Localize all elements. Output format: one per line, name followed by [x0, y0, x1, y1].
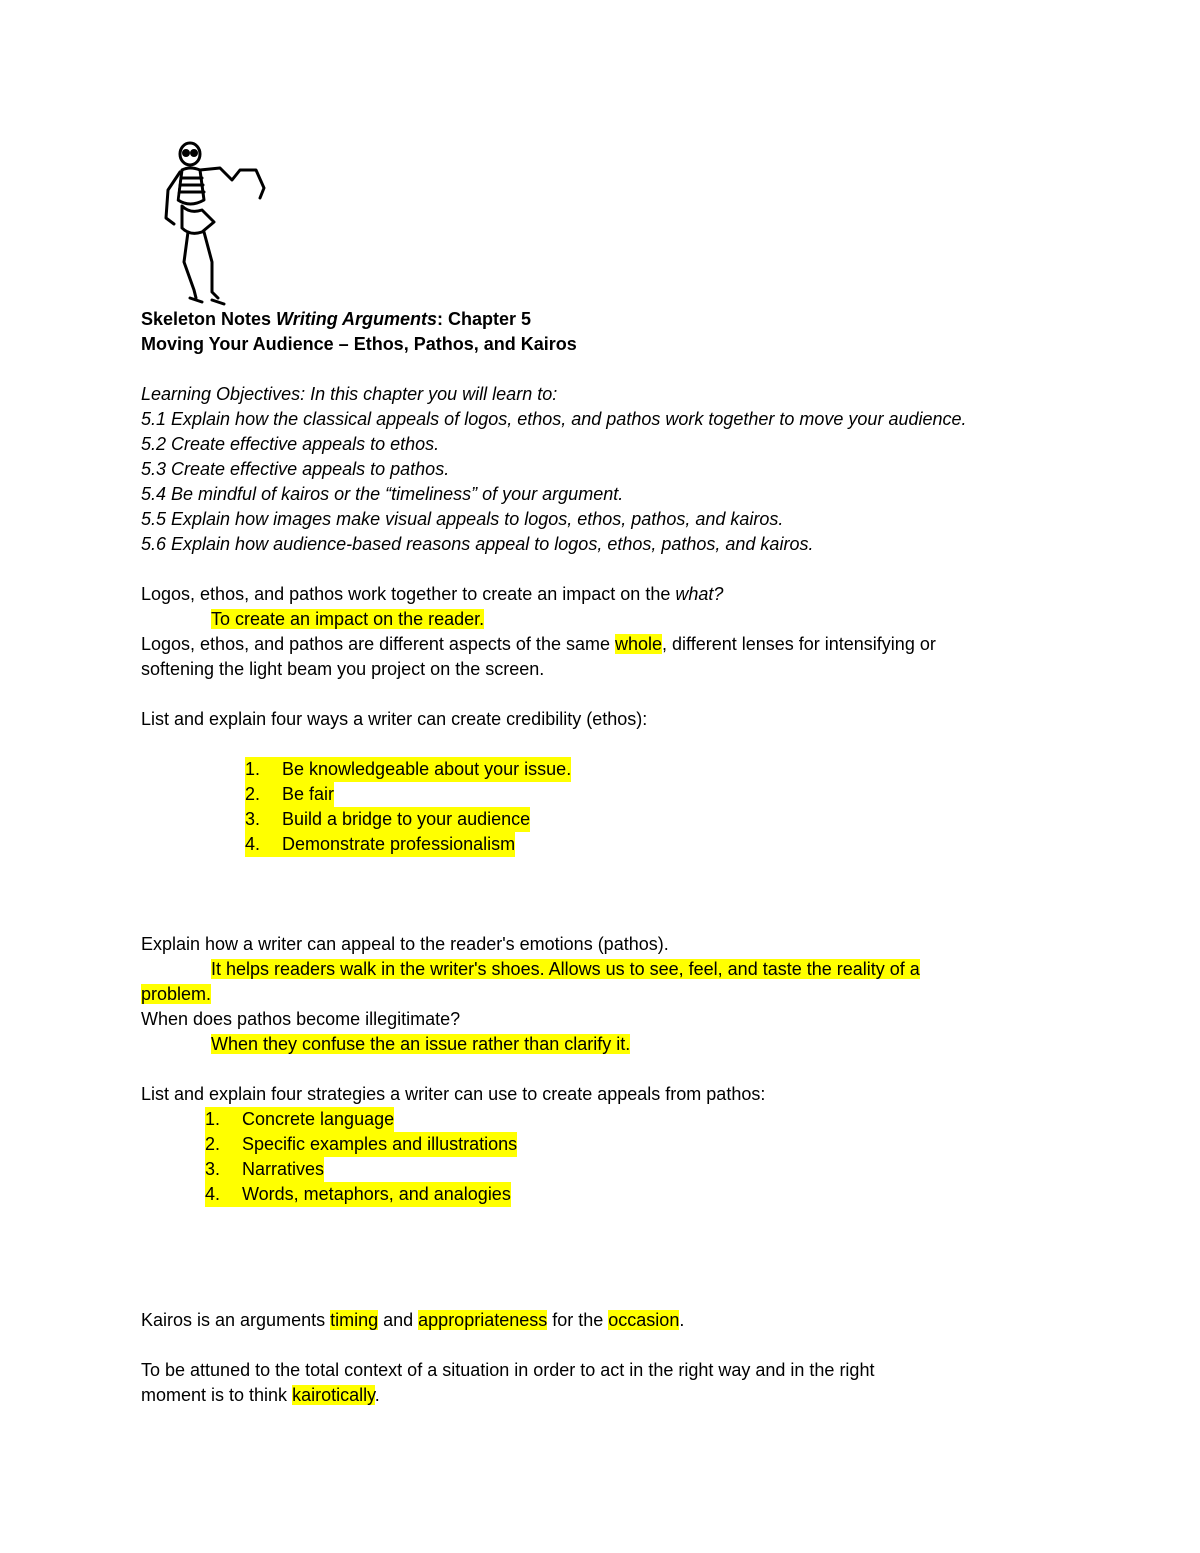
pathos-question2: When does pathos become illegitimate? — [141, 1009, 461, 1029]
logos-question: Logos, ethos, and pathos work together to create an impact on the what? — [141, 584, 724, 604]
objective-item: 5.6 Explain how audience-based reasons appeal to logos, ethos, pathos, and kairos. — [141, 534, 814, 554]
ethos-list-item: 3. Build a bridge to your audience — [245, 807, 530, 832]
book-title: Writing Arguments — [276, 309, 438, 329]
pathos-answer2: When they confuse the an issue rather than clarify it. — [211, 1034, 631, 1054]
objective-item: 5.2 Create effective appeals to ethos. — [141, 434, 440, 454]
pathos-strategies-prompt: List and explain four strategies a writer can use to create appeals from pathos: — [141, 1084, 766, 1104]
document-title: Skeleton Notes Writing Arguments: Chapter 5 — [141, 309, 532, 329]
ethos-list-item: 1. Be knowledgeable about your issue. — [245, 757, 571, 782]
kairos-paragraph-line1: To be attuned to the total context of a situation in order to act in the right way and in the right — [141, 1360, 875, 1380]
pathos-strategy-item: 3. Narratives — [205, 1157, 324, 1182]
pathos-strategy-item: 1. Concrete language — [205, 1107, 394, 1132]
pathos-answer: It helps readers walk in the writer's shoes. Allows us to see, feel, and taste the reality of a — [211, 959, 920, 979]
pathos-answer-line2: problem. — [141, 984, 212, 1004]
logos-statement: Logos, ethos, and pathos are different aspects of the same whole, different lenses for intensifying or — [141, 634, 936, 654]
objectives-intro: Learning Objectives: In this chapter you will learn to: — [141, 384, 558, 404]
ethos-list-item: 4. Demonstrate professionalism — [245, 832, 515, 857]
ethos-prompt: List and explain four ways a writer can create credibility (ethos): — [141, 709, 648, 729]
objective-item: 5.3 Create effective appeals to pathos. — [141, 459, 450, 479]
pathos-strategy-item: 2. Specific examples and illustrations — [205, 1132, 517, 1157]
pathos-prompt: Explain how a writer can appeal to the reader's emotions (pathos). — [141, 934, 669, 954]
ethos-list-item: 2. Be fair — [245, 782, 334, 807]
logos-answer: To create an impact on the reader. — [211, 609, 485, 629]
objective-item: 5.4 Be mindful of kairos or the “timeliness” of your argument. — [141, 484, 624, 504]
logos-statement-line2: softening the light beam you project on the screen. — [141, 659, 545, 679]
skeleton-illustration — [160, 140, 272, 308]
document-subtitle: Moving Your Audience – Ethos, Pathos, and Kairos — [141, 334, 577, 354]
kairos-paragraph-line2: moment is to think kairotically. — [141, 1385, 380, 1405]
kairos-definition: Kairos is an arguments timing and appropriateness for the occasion. — [141, 1310, 685, 1330]
pathos-strategy-item: 4. Words, metaphors, and analogies — [205, 1182, 511, 1207]
objective-item: 5.5 Explain how images make visual appeals to logos, ethos, pathos, and kairos. — [141, 509, 784, 529]
objective-item: 5.1 Explain how the classical appeals of logos, ethos, and pathos work together to move your audience. — [141, 409, 967, 429]
